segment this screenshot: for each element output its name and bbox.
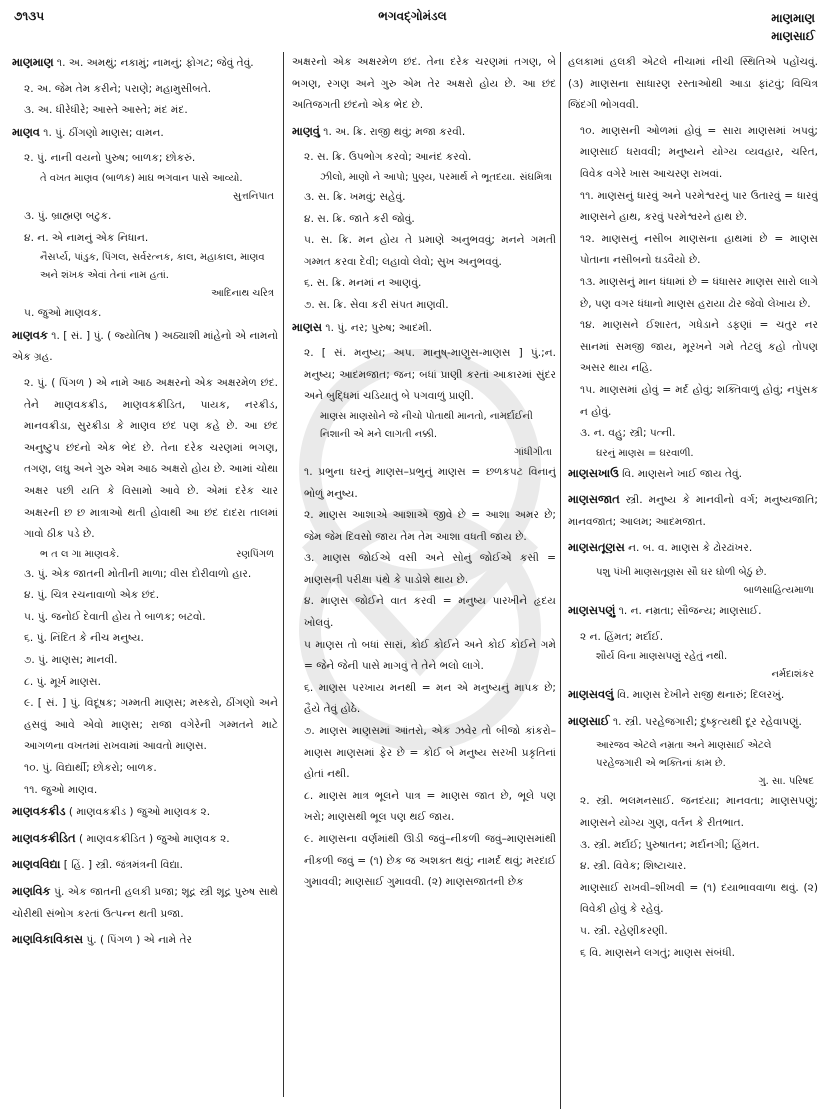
dictionary-entry xyxy=(12,929,278,952)
column-3 xyxy=(568,52,818,1104)
continued-text: હલકામાં હલકી એટલે નીચામાં નીચી સ્થિતિએ પહોંચવું. (૩) માણસના સાધારણ રસ્તાઓથી આડા ફાંટવું; વિચિત્ર જિંદગી ભોગવવી. xyxy=(568,56,818,112)
dictionary-entry xyxy=(568,489,818,533)
definition-sense: ૬ વિ. માણસને લગતું; માણસ સંબંધી. xyxy=(580,946,735,959)
idiom-entry: ૯. માણસના વર્ણમાંથી ઊડી જવું–નીકળી જવું–માણસમાંથી નીકળી જવું = (૧) છેક જ અશક્ત થવું; નામર્દ થવું; મરદાઈ ગુમાવવી; માણસાઈ ગુમાવવી. (૨) માણસજાતની છેક xyxy=(304,833,556,889)
definition-sense: ૭. સ. ક્રિ. સેવા કરી સંપત માણવી. xyxy=(304,298,449,311)
headword: માણસાઈ xyxy=(568,713,610,728)
idiom-entry: ૭. માણસ માણસમાં આંતરો, એક ઝવેર તો બીજો કાંકરો–માણસ માણસમાં ફેર છે = કોઈ બે મનુષ્ય સરખી પ્રકૃતિનાં હોતાં નથી. xyxy=(304,725,556,781)
citation-block xyxy=(12,249,278,303)
idiom-entry: ૬. માણસ પરખાય મનથી = મન એ મનુષ્યનું માપક છે; હૈયે તેવું હોઠે. xyxy=(304,681,556,716)
citation-source: સંઘમિત્રા xyxy=(519,171,552,183)
definition-sense: ૩. પું. બ્રાહ્મણ બટુક. xyxy=(24,209,112,222)
definition-text: ( માણવકક્રીડિત ) જુઓ માણવક ૨. xyxy=(78,832,230,845)
definition-sense: ૩. સ. ક્રિ. ખમવું; સહેવું. xyxy=(304,190,406,203)
definition-text: ૧. ન. નમ્રતા; સૌજન્ય; માણસાઈ. xyxy=(618,605,762,618)
guide-word-first: માણમાણ xyxy=(771,11,815,25)
headword: માણવ xyxy=(12,124,40,139)
definition-text: ૧. સ્ત્રી. પરહેજગારી; દુષ્કૃત્યથી દૂર રહેવાપણું. xyxy=(612,715,802,728)
dictionary-entry xyxy=(12,881,278,925)
definition-sense: ૫. પું. જનોઈ દેવાતી હોય તે બાળક; બટવો. xyxy=(24,610,206,623)
running-title: ભગવદ્ગોમંડલ xyxy=(378,9,447,23)
dictionary-columns xyxy=(0,52,825,1109)
idiom-entry: માણસાઈ રાખવી–શીખવી = (૧) દયાભાવવાળા થવું. (૨) વિવેકી હોવું કે રહેવું. xyxy=(580,881,818,916)
definition-sense: ૪. ન. એ નામનું એક નિધાન. xyxy=(24,231,149,244)
definition-sense: ૨. અ. જેમ તેમ કરીને; પરાણે; મહામુસીબતે. xyxy=(24,82,212,95)
idiom-entry: ૧૩. માણસનું માન ધંધામાં છે = ધંધાસર માણસ સારો લાગે છે, પણ વગર ધંધાનો માણસ હરાયા ઢોર જેવો લેખાય છે. xyxy=(580,275,818,310)
headword: માણવકક્રીડ xyxy=(12,804,66,819)
headword: માણવિક xyxy=(12,884,51,898)
idiom-entry: ૧૧. માણસનું ધારવું અને પરમેશ્વરનું પાર ઉતારવું = ધારવું માણસને હાથ, કરવું પરમેશ્વરને હાથ છે. xyxy=(580,189,818,224)
dictionary-entry xyxy=(12,122,278,145)
headword: માણસપણું xyxy=(568,603,616,618)
citation-block xyxy=(292,169,556,187)
citation-source: રણપિંગળ xyxy=(236,548,274,560)
headword: માણવક xyxy=(12,327,48,342)
column-divider xyxy=(560,52,561,1109)
idiom-entry: ૧૫. માણસમાં હોવું = મર્દ હોવું; શક્તિવાળું હોવું; નપુંસક ન હોવું. xyxy=(580,383,818,418)
definition-sense: ૮. પું. મૂર્ખ માણસ. xyxy=(24,675,101,688)
citation-block xyxy=(568,648,818,684)
definition-sense: ૬. પું. નિંદિત કે નીચ મનુષ્ય. xyxy=(24,632,144,645)
citation-quote: પશુ પંખી માણસતૂણસ સૌ ઘર ઘોળી બેઠું છે. xyxy=(596,567,767,579)
definition-sense: ૨. સ્ત્રી. ભલમનસાઈ. જનદયા; માનવતા; માણસપણું; માણસને યોગ્ય ગુણ, વર્તન કે રીતભાત. xyxy=(580,795,818,830)
definition-text: વિ. માણસ દેખીને રાજી થનારું; દિલરખું. xyxy=(617,689,785,702)
headword: માણસખાઉ xyxy=(568,465,619,480)
definition-text: પું. ( પિંગળ ) એ નામે તેર xyxy=(86,934,192,947)
definition-sense: ૩. અ. ધીરેધીરે; આસ્તે આસ્તે; મંદ મંદ. xyxy=(24,104,188,117)
headword: માણવવિદ્યા xyxy=(12,857,61,872)
definition-sense: ૯. [ સં. ] પું. વિદૂષક; ગમ્મતી માણસ; મસ્કરો, ઠીંગણો અને હસવું આવે એવો માણસ; રાજા વગેરેની ગમ્મતને માટે આગળના વખતમાં રાખવામાં આવતો માણસ. xyxy=(24,697,278,753)
definition-text: ( માણવકક્રીડ ) જુઓ માણવક ૨. xyxy=(68,806,211,819)
idiom-entry: ૨. માણસ આશાએ આશાએ જીવે છે = આશા અમર છે; જેમ જેમ દિવસો જાય તેમ તેમ આશા વધતી જાય છે. xyxy=(304,509,556,543)
citation-quote: ઝીલો, માણો ને આપો; પુણ્ય, પરમાર્થ ને ભૂતદયા. xyxy=(320,171,516,183)
idiom-entry: ૪. માણસ જોઈને વાત કરવી = મનુષ્ય પારખીને હૃદય ખોલવું. xyxy=(304,595,556,630)
definition-sense: ૧૦. પું. વિદ્યાર્થી; છોકરો; બાળક. xyxy=(24,762,157,775)
citation-source: બાળસાહિત્યમાળા xyxy=(743,585,814,597)
definition-sense: ૫. જુઓ માણવક. xyxy=(24,307,102,320)
definition-sense: ૧૧. જુઓ માણવ. xyxy=(24,783,98,796)
guide-words xyxy=(771,9,815,45)
definition-sense: ૪. પું. ચિત્ર રચનાવાળો એક છંદ. xyxy=(24,589,160,602)
continued-text: અક્ષરનો એક અક્ષરમેળ છંદ. તેના દરેક ચરણમાં તગણ, બે ભગણ, રગણ અને ગુરુ એમ તેર અક્ષરો હોય છે. આ છંદ અતિજગતી છંદનો એક ભેદ છે. xyxy=(292,56,556,112)
citation-quote: માણસ માણસોને જે નીચો પોતાથી માનતો, નામર્દાઈની નિશાની એ મને લાગતી નક્કી. xyxy=(320,410,533,440)
guide-word-last: માણસાઈ xyxy=(771,29,815,43)
definition-text: ૧. અ. ક્રિ. રાજી થવું; મજા કરવી. xyxy=(323,125,466,138)
citation-quote: તે વખત માણવ (બાળક) માઘ ભગવાન પાસે આવ્યો. xyxy=(40,172,243,184)
idiom-entry: ૧. પ્રભુના ઘરનું માણસ–પ્રભુનું માણસ = છળકપટ વિનાનું ભોળું મનુષ્ય. xyxy=(304,465,556,500)
citation-quote: શૌર્ય વિના માણસપણું રહેતું નથી. xyxy=(596,651,728,663)
definition-sense: ૫. સ્ત્રી. રહેણીકરણી. xyxy=(580,925,668,937)
citation-block xyxy=(568,445,818,463)
definition-text: વિ. માણસને ખાઈ જાય તેવું. xyxy=(622,467,742,480)
citation-quote: ઘરનું માણસ = ઘરવાળી. xyxy=(596,447,694,459)
definition-sense: ૩. પું. એક જાતની મોતીની માળા; વીસ દોરીવાળો હાર. xyxy=(24,567,252,580)
citation-block xyxy=(12,546,278,564)
dictionary-entry xyxy=(568,600,818,623)
definition-sense: ૨. [ સં. મનુષ્ય; અપ. માનુષ્-માણુસ-માણસ ] પું.;ન. મનુષ્ય; આદમજાત; જન; બધાં પ્રાણી કરતાં આકારમાં સુંદર અને બુદ્ધિમાં ચડિયાતું બે પગવાળું પ્રાણી. xyxy=(304,347,556,403)
dictionary-entry xyxy=(568,711,818,734)
definition-text: ૧. અ. અમથું; નકામું; નામનું; ફોગટ; જેવું તેવું. xyxy=(56,57,254,69)
definition-sense: ૪. સ્ત્રી. વિવેક; શિષ્ટાચાર. xyxy=(580,860,687,873)
dictionary-entry xyxy=(12,801,278,824)
dictionary-entry xyxy=(12,52,278,75)
citation-source: ગુ. સા. પરિષદ xyxy=(758,776,814,788)
dictionary-entry xyxy=(12,828,278,851)
headword: માણસતૂણસ xyxy=(568,540,625,555)
citation-source: નર્મદાશંકર xyxy=(771,669,814,681)
page-number: ૭૧૩૫ xyxy=(14,9,45,23)
dictionary-entry xyxy=(12,325,278,369)
definition-sense: ૨. પું. નાની વયનો પુરુષ; બાળક; છોકરું. xyxy=(24,152,196,165)
definition-sense: ૪. સ. ક્રિ. જાતે કરી જોવું. xyxy=(304,212,415,225)
headword: માણવું xyxy=(292,123,320,138)
dictionary-entry xyxy=(12,854,278,877)
dictionary-entry xyxy=(568,463,818,486)
column-1 xyxy=(12,52,278,1104)
column-2 xyxy=(292,52,556,1104)
idiom-entry: ૮. માણસ માત્ર ભૂલને પાત્ર = માણસ જાત છે, ભૂલે પણ ખરો; માણસથી ભૂલ પણ થઈ જાય. xyxy=(304,789,556,824)
citation-source: આદિનાથ ચરિત્ર xyxy=(211,288,274,300)
citation-quote: ભ ત લ ગા માણવકે. xyxy=(40,548,120,560)
definition-text: [ હિં. ] સ્ત્રી. જંત્રમંત્રની વિદ્યા. xyxy=(63,859,183,872)
citation-block xyxy=(12,170,278,206)
definition-text: ન. બ. વ. માણસ કે ઢોરઢાંખર. xyxy=(628,542,753,555)
definition-text: સ્ત્રી. મનુષ્ય કે માનવીનો વર્ગ; મનુષ્યજાતિ; માનવજાત; આલમ; આદમજાત. xyxy=(568,494,818,528)
definition-sense: ૩. સ્ત્રી. મર્દાઈ; પુરુષાતન; મર્દાનગી; હિંમત. xyxy=(580,838,760,851)
dictionary-entry xyxy=(292,121,556,144)
citation-source: સુત્તનિપાત xyxy=(232,190,274,202)
definition-text: ૧. પું. નર; પુરુષ; આદમી. xyxy=(325,321,432,334)
headword: માણવિકાવિકાસ xyxy=(12,932,83,947)
headword: માણસવલું xyxy=(568,687,614,702)
definition-sense: ૬. સ. ક્રિ. મનમાં ન આણવું. xyxy=(304,277,422,290)
definition-sense: ૫. સ. ક્રિ. મન હોય તે પ્રમાણે અનુભવવું; મનને ગમતી ગમ્મત કરવા દેવી; લહાવો લેવો; સુખ અનુભવવું. xyxy=(304,234,556,268)
headword: માણમાણ xyxy=(12,55,54,69)
definition-text: ૧. [ સં. ] પું. ( જ્યોતિષ ) અઠ્યાશી માંહેનો એ નામનો એક ગ્રહ. xyxy=(12,329,278,364)
dictionary-entry xyxy=(568,537,818,560)
citation-quote: આરજવ એટલે નમ્રતા અને માણસાઈ એટલે પરહેજગારી એ ભક્તિનાં કામ છે. xyxy=(596,740,772,770)
headword: માણસજાત xyxy=(568,492,620,507)
dictionary-entry xyxy=(292,317,556,340)
definition-sense: ૭. પું. માણસ; માનવી. xyxy=(24,654,118,667)
definition-sense: ૩. ન. વહુ; સ્ત્રી; પત્ની. xyxy=(580,427,676,440)
dictionary-entry xyxy=(568,684,818,707)
citation-quote: નૈસર્પ્ય, પાંડુક, પિંગલ, સર્વરત્નક, કાલ, મહાકાલ, માણવ અને શંખક એવાં તેનાં નામ હતાં. xyxy=(40,252,265,282)
citation-block xyxy=(568,737,818,791)
headword: માણવકક્રીડિત xyxy=(12,830,76,845)
idiom-entry: ૧૪. માણસને ઈશારત, ગધેડાને ડફણાં = ચતુર નર સાનમાં સમજી જાય, મૂરખને ગમે તેટલું કહો તોપણ અસર થાય નહિ. xyxy=(580,319,818,375)
citation-block xyxy=(568,564,818,600)
citation-source: ગાંધીગીતા xyxy=(514,446,552,458)
definition-sense: ૨. સ. ક્રિ. ઉપભોગ કરવો; આનંદ કરવો. xyxy=(304,151,472,164)
idiom-entry: ૫ માણસ તો બધાં સારાં, કોઈ કોઈને અને કોઈ કોઈને ગમે = જેને જેની પાસે માગવું તે તેને ભલો લાગે. xyxy=(304,638,556,673)
definition-sense: ૨. પું. ( પિંગળ ) એ નામે આઠ અક્ષરનો એક અક્ષરમેળ છંદ. તેને માણવકક્રીડ, માણવકક્રીડિત, પાયક, નરક્રીડ, માનવક્રીડા, સુરક્રીડા કે માણવ છંદ પણ કહે છે. આ છંદ અનુષ્ટુપ છંદનો એક ભેદ છે. તેના દરેક ચરણમાં ભગણ, તગણ, લઘુ અને ગુરુ એમ આઠ અક્ષરો હોય છે. આમાં ચોથા અક્ષર પછી યતિ કે વિસામો આવે છે. એમાં દરેક ચાર અક્ષરની છ છ માત્રાઓ થતી હોવાથી આ છંદ દાદરા તાલમાં ગાવો ઠીક પડે છે. xyxy=(24,376,278,541)
page-header xyxy=(0,0,825,50)
citation-block xyxy=(292,408,556,462)
definition-text: પું. એક જાતની હલકી પ્રજા; શૂદ્ર સ્ત્રી શૂદ્ર પુરુષ સાથે ચોરીથી સંભોગ કરતાં ઉત્પન્ન થતી પ્રજા. xyxy=(12,886,278,920)
definition-sense: ૨ ન. હિંમત; મર્દાઈ. xyxy=(580,630,664,643)
idiom-entry: ૧૨. માણસનું નસીબ માણસના હાથમાં છે = માણસ પોતાના નસીબનો ઘડવૈયો છે. xyxy=(580,232,818,267)
idiom-entry: ૧૦. માણસની ઓળમાં હોવું = સારા માણસમાં ખપવું; માણસાઈ ધરાવવી; મનુષ્યને યોગ્ય વ્યવહાર, ચરિત, વિવેક વગેરે ખાસ આચરણ રાખવાં. xyxy=(580,124,818,180)
headword: માણસ xyxy=(292,319,322,334)
idiom-entry: ૩. માણસ જોઈએ વસી અને સોનું જોઈએ કસી = માણસની પરીક્ષા પંથે કે પાડોશે થાય છે. xyxy=(304,552,556,586)
column-divider xyxy=(283,52,284,1097)
definition-text: ૧. પું. ઠીંગણો માણસ; વામન. xyxy=(43,126,164,139)
